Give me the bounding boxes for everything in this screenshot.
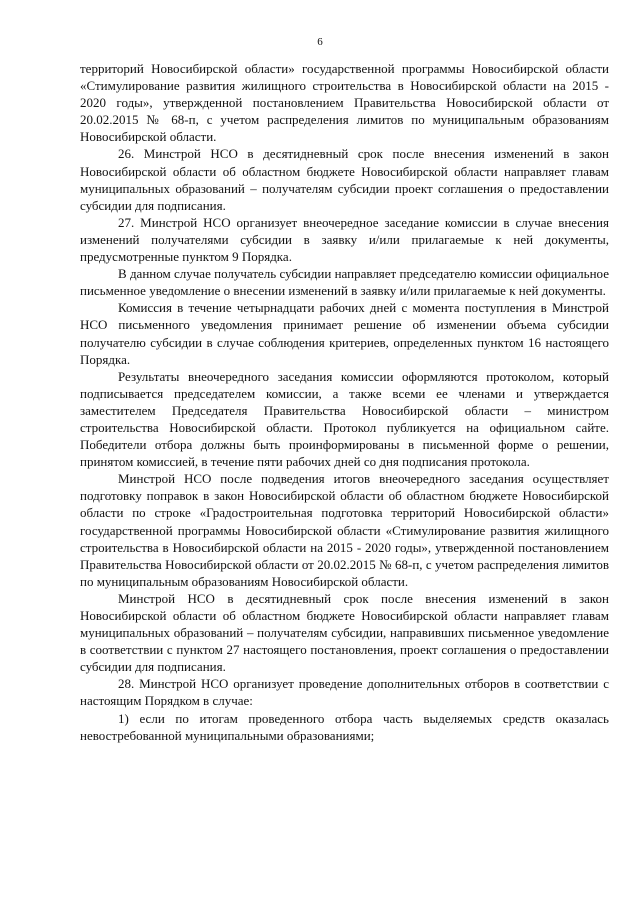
paragraph-results-protocol: Результаты внеочередного заседания комиссии оформляются протоколом, который подписывается председателем комиссии, а также всеми ее членами и утверждается заместителем Председателя Правительства Новосибирской области – министром строительства Новосибирской области. Протокол публикуется на официальном сайте. Победители отбора должны быть проинформированы в письменной форме о решении, принятом комиссией, в течение пяти рабочих дней со дня подписания протокола. [80, 368, 609, 470]
paragraph-commission-decision: Комиссия в течение четырнадцати рабочих дней с момента поступления в Минстрой НСО письменного уведомления принимает решение об изменении объема субсидии получателю субсидии в случае соблюдения критериев, определенных пунктом 16 настоящего Порядка. [80, 300, 609, 367]
page-number: 6 [317, 36, 323, 48]
paragraph-subitem-1: 1) если по итогам проведенного отбора часть выделяемых средств оказалась невостребованной муниципальными образованиями; [80, 710, 609, 743]
paragraph-continuation: территорий Новосибирской области» государственной программы Новосибирской области «Стимулирование развития жилищного строительства в Новосибирской области на 2015 - 2020 годы», утвержденной постановлением Правительства Новосибирской области от 20.02.2015 № 68-п, с учетом распределения лимитов по муниципальным образованиям Новосибирской области. [80, 61, 609, 145]
paragraph-agreement-draft: Минстрой НСО в десятидневный срок после внесения изменений в закон Новосибирской области об областном бюджете Новосибирской области направляет главам муниципальных образований – получателям субсидии, направивших письменное уведомление в соответствии с пунктом 27 настоящего постановления, проект соглашения о предоставлении субсидии для подписания. [80, 590, 609, 675]
document-body [80, 60, 609, 744]
paragraph-item-27: 27. Минстрой НСО организует внеочередное заседание комиссии в случае внесения изменений получателями субсидии в заявку и/или прилагаемые к ней документы, предусмотренные пунктом 9 Порядка. [80, 214, 609, 265]
paragraph-budget-amendments: Минстрой НСО после подведения итогов внеочередного заседания осуществляет подготовку поправок в закон Новосибирской области об областном бюджете Новосибирской области по строке «Градостроительная подготовка территорий Новосибирской области» государственной программы Новосибирской области «Стимулирование развития жилищного строительства в Новосибирской области на 2015 - 2020 годы», утвержденной постановлением Правительства Новосибирской области от 20.02.2015 № 68-п, с учетом распределения лимитов по муниципальным образованиям Новосибирской области. [80, 471, 609, 589]
paragraph-notification: В данном случае получатель субсидии направляет председателю комиссии официальное письменное уведомление о внесении изменений в заявку и/или прилагаемые к ней документы. [80, 266, 609, 299]
paragraph-item-28: 28. Минстрой НСО организует проведение дополнительных отборов в соответствии с настоящим Порядком в случае: [80, 676, 609, 709]
paragraph-item-26: 26. Минстрой НСО в десятидневный срок после внесения изменений в закон Новосибирской области об областном бюджете Новосибирской области направляет главам муниципальных образований – получателям субсидии проект соглашения о предоставлении субсидии для подписания. [80, 146, 609, 213]
